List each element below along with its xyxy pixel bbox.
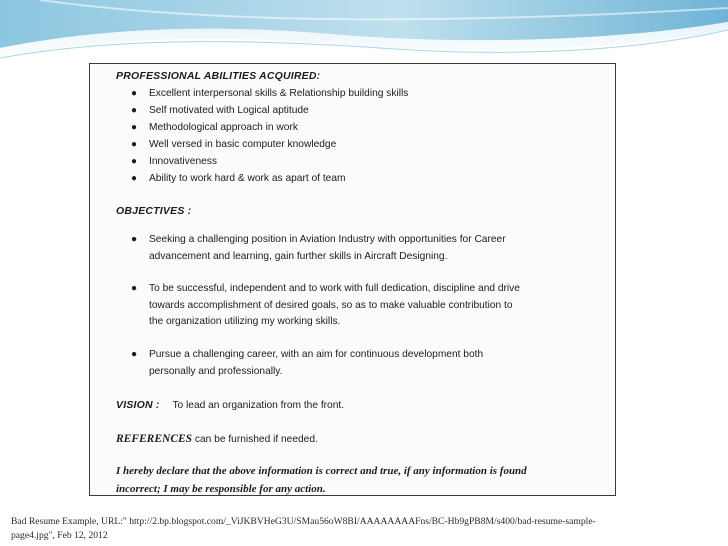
objective-item: ● Seeking a challenging position in Aviation Industry with opportunities for Career advancement and learning, gain further skills in Aircraft Designing. bbox=[131, 234, 506, 262]
abilities-list bbox=[116, 85, 596, 187]
references-line bbox=[116, 431, 318, 448]
wave-decoration bbox=[0, 0, 728, 70]
list-item: ● Well versed in basic computer knowledge bbox=[116, 136, 596, 153]
references-heading: REFERENCES bbox=[116, 433, 193, 445]
bullet-icon: ● bbox=[131, 349, 138, 360]
objective-item: ● To be successful, independent and to work with full dedication, discipline and drive towards accomplishment of desired goals, so as to make valuable contribution to the organization utilizing my working skills. bbox=[131, 283, 520, 327]
objective-item: ● Pursue a challenging career, with an aim for continuous development both personally and professionally. bbox=[131, 349, 484, 377]
bullet-icon: ● bbox=[131, 105, 138, 116]
source-caption: Bad Resume Example, URL:" http://2.bp.blogspot.com/_ViJKBVHeG3U/SMau56oW8BI/AAAAAAAAFns/BC-Hb9gPB8M/s400/bad-resume-sample- page4.jpg", Feb 12, 2012 bbox=[11, 516, 596, 541]
references-text: can be furnished if needed. bbox=[192, 434, 318, 445]
resume-screenshot bbox=[89, 63, 616, 496]
bullet-icon: ● bbox=[131, 173, 138, 184]
list-item: ● Self motivated with Logical aptitude bbox=[116, 102, 596, 119]
vision-line bbox=[116, 397, 344, 414]
vision-text: To lead an organization from the front. bbox=[172, 400, 345, 411]
slide-header-waves bbox=[0, 0, 728, 70]
vision-heading: VISION : bbox=[116, 399, 160, 411]
bullet-icon: ● bbox=[131, 283, 138, 294]
bullet-icon: ● bbox=[131, 234, 138, 245]
declaration: I hereby declare that the above information is correct and true, if any information is found incorrect; I may be responsible for any action. bbox=[116, 465, 527, 495]
bullet-icon: ● bbox=[131, 122, 138, 133]
bullet-icon: ● bbox=[131, 88, 138, 99]
list-item: ● Methodological approach in work bbox=[116, 119, 596, 136]
bullet-icon: ● bbox=[131, 156, 138, 167]
objectives-heading: OBJECTIVES : bbox=[116, 205, 192, 217]
list-item: ● Innovativeness bbox=[116, 153, 596, 170]
bullet-icon: ● bbox=[131, 139, 138, 150]
list-item: ● Ability to work hard & work as apart of team bbox=[116, 170, 596, 187]
list-item: ● Excellent interpersonal skills & Relationship building skills bbox=[116, 85, 596, 102]
abilities-heading: PROFESSIONAL ABILITIES ACQUIRED: bbox=[116, 70, 321, 82]
